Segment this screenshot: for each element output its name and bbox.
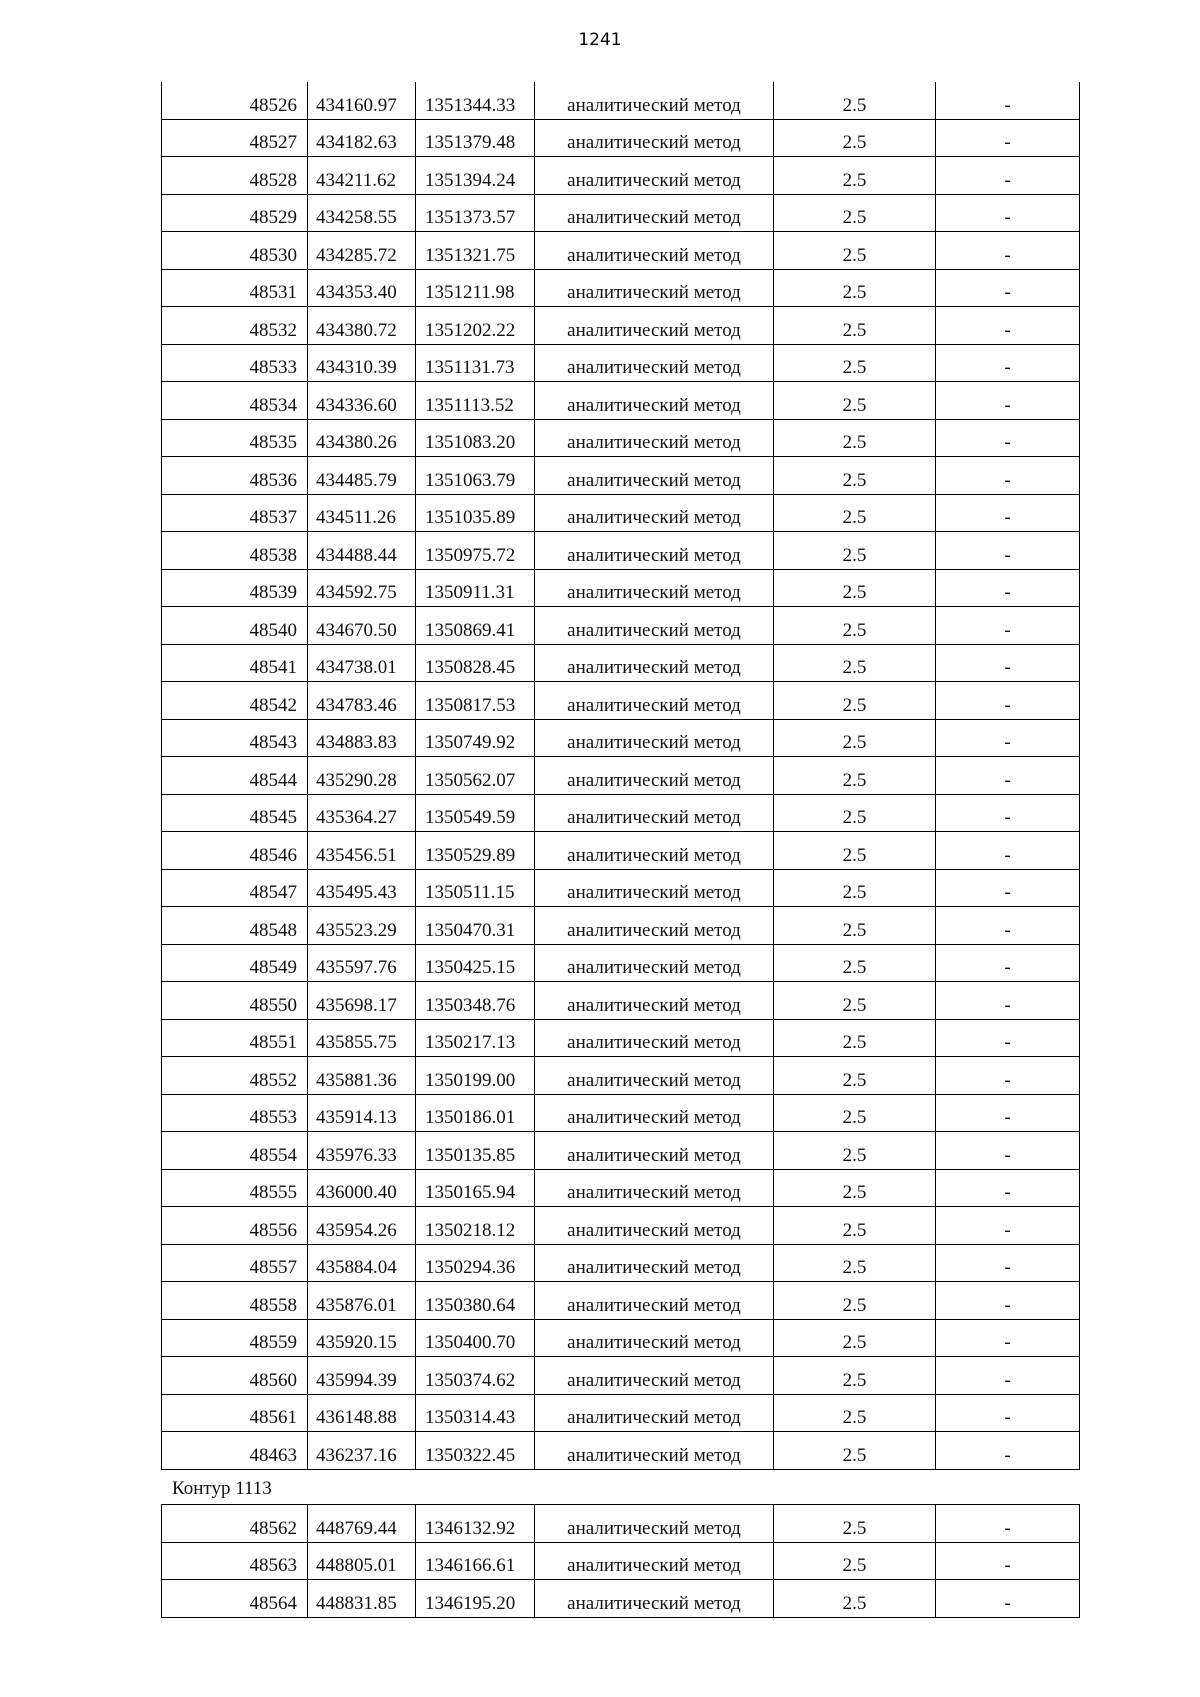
x-coordinate-cell: 435456.51 <box>308 832 416 870</box>
note-cell: - <box>936 607 1080 645</box>
note-cell: - <box>936 1019 1080 1057</box>
x-coordinate-cell: 435881.36 <box>308 1057 416 1095</box>
accuracy-cell: 2.5 <box>774 1282 936 1320</box>
table-row <box>162 1357 1080 1395</box>
y-coordinate-cell: 1350470.31 <box>416 907 535 945</box>
point-number-cell: 48527 <box>162 119 308 157</box>
table-row <box>162 1319 1080 1357</box>
x-coordinate-cell: 435914.13 <box>308 1094 416 1132</box>
table-row <box>162 1169 1080 1207</box>
table-row <box>162 644 1080 682</box>
note-cell: - <box>936 569 1080 607</box>
y-coordinate-cell: 1351394.24 <box>416 157 535 195</box>
y-coordinate-cell: 1346195.20 <box>416 1580 535 1618</box>
method-cell: аналитический метод <box>535 1169 774 1207</box>
point-number-cell: 48529 <box>162 194 308 232</box>
method-cell: аналитический метод <box>535 419 774 457</box>
y-coordinate-cell: 1350348.76 <box>416 982 535 1020</box>
x-coordinate-cell: 434211.62 <box>308 157 416 195</box>
method-cell: аналитический метод <box>535 1357 774 1395</box>
note-cell: - <box>936 1580 1080 1618</box>
y-coordinate-cell: 1350374.62 <box>416 1357 535 1395</box>
accuracy-cell: 2.5 <box>774 269 936 307</box>
method-cell: аналитический метод <box>535 869 774 907</box>
x-coordinate-cell: 435290.28 <box>308 757 416 795</box>
point-number-cell: 48528 <box>162 157 308 195</box>
y-coordinate-cell: 1350911.31 <box>416 569 535 607</box>
note-cell: - <box>936 982 1080 1020</box>
point-number-cell: 48547 <box>162 869 308 907</box>
point-number-cell: 48541 <box>162 644 308 682</box>
method-cell: аналитический метод <box>535 269 774 307</box>
x-coordinate-cell: 435698.17 <box>308 982 416 1020</box>
table-row <box>162 1432 1080 1470</box>
x-coordinate-cell: 434285.72 <box>308 232 416 270</box>
point-number-cell: 48561 <box>162 1394 308 1432</box>
note-cell: - <box>936 494 1080 532</box>
point-number-cell: 48540 <box>162 607 308 645</box>
y-coordinate-cell: 1350828.45 <box>416 644 535 682</box>
table-row <box>162 794 1080 832</box>
point-number-cell: 48544 <box>162 757 308 795</box>
x-coordinate-cell: 434592.75 <box>308 569 416 607</box>
accuracy-cell: 2.5 <box>774 232 936 270</box>
y-coordinate-cell: 1351344.33 <box>416 82 535 119</box>
note-cell: - <box>936 1282 1080 1320</box>
coordinates-table <box>161 82 1080 1470</box>
accuracy-cell: 2.5 <box>774 794 936 832</box>
accuracy-cell: 2.5 <box>774 719 936 757</box>
accuracy-cell: 2.5 <box>774 757 936 795</box>
accuracy-cell: 2.5 <box>774 344 936 382</box>
method-cell: аналитический метод <box>535 119 774 157</box>
table-row <box>162 82 1080 119</box>
point-number-cell: 48535 <box>162 419 308 457</box>
y-coordinate-cell: 1350749.92 <box>416 719 535 757</box>
method-cell: аналитический метод <box>535 1019 774 1057</box>
x-coordinate-cell: 434883.83 <box>308 719 416 757</box>
y-coordinate-cell: 1350217.13 <box>416 1019 535 1057</box>
method-cell: аналитический метод <box>535 457 774 495</box>
note-cell: - <box>936 382 1080 420</box>
page-number: 1241 <box>578 30 622 50</box>
y-coordinate-cell: 1351321.75 <box>416 232 535 270</box>
method-cell: аналитический метод <box>535 832 774 870</box>
point-number-cell: 48537 <box>162 494 308 532</box>
table-row <box>162 982 1080 1020</box>
x-coordinate-cell: 435976.33 <box>308 1132 416 1170</box>
point-number-cell: 48534 <box>162 382 308 420</box>
contour-label: Контур 1113 <box>172 1478 272 1499</box>
note-cell: - <box>936 1505 1080 1543</box>
accuracy-cell: 2.5 <box>774 1357 936 1395</box>
accuracy-cell: 2.5 <box>774 1207 936 1245</box>
table-row <box>162 1132 1080 1170</box>
table-row <box>162 269 1080 307</box>
accuracy-cell: 2.5 <box>774 869 936 907</box>
accuracy-cell: 2.5 <box>774 644 936 682</box>
y-coordinate-cell: 1350199.00 <box>416 1057 535 1095</box>
method-cell: аналитический метод <box>535 1282 774 1320</box>
x-coordinate-cell: 434485.79 <box>308 457 416 495</box>
table-row <box>162 119 1080 157</box>
y-coordinate-cell: 1350322.45 <box>416 1432 535 1470</box>
y-coordinate-cell: 1350562.07 <box>416 757 535 795</box>
x-coordinate-cell: 434353.40 <box>308 269 416 307</box>
method-cell: аналитический метод <box>535 82 774 119</box>
x-coordinate-cell: 435954.26 <box>308 1207 416 1245</box>
accuracy-cell: 2.5 <box>774 194 936 232</box>
x-coordinate-cell: 434738.01 <box>308 644 416 682</box>
accuracy-cell: 2.5 <box>774 682 936 720</box>
method-cell: аналитический метод <box>535 1094 774 1132</box>
table-row <box>162 1094 1080 1132</box>
point-number-cell: 48545 <box>162 794 308 832</box>
table-row <box>162 757 1080 795</box>
point-number-cell: 48557 <box>162 1244 308 1282</box>
x-coordinate-cell: 434380.72 <box>308 307 416 345</box>
accuracy-cell: 2.5 <box>774 1244 936 1282</box>
y-coordinate-cell: 1350975.72 <box>416 532 535 570</box>
x-coordinate-cell: 434182.63 <box>308 119 416 157</box>
accuracy-cell: 2.5 <box>774 1132 936 1170</box>
accuracy-cell: 2.5 <box>774 1542 936 1580</box>
table-row <box>162 1244 1080 1282</box>
x-coordinate-cell: 435597.76 <box>308 944 416 982</box>
accuracy-cell: 2.5 <box>774 532 936 570</box>
point-number-cell: 48546 <box>162 832 308 870</box>
x-coordinate-cell: 434160.97 <box>308 82 416 119</box>
table-row <box>162 307 1080 345</box>
x-coordinate-cell: 434783.46 <box>308 682 416 720</box>
method-cell: аналитический метод <box>535 1580 774 1618</box>
point-number-cell: 48532 <box>162 307 308 345</box>
x-coordinate-cell: 436000.40 <box>308 1169 416 1207</box>
y-coordinate-cell: 1350425.15 <box>416 944 535 982</box>
x-coordinate-cell: 435920.15 <box>308 1319 416 1357</box>
note-cell: - <box>936 1169 1080 1207</box>
method-cell: аналитический метод <box>535 1057 774 1095</box>
method-cell: аналитический метод <box>535 494 774 532</box>
note-cell: - <box>936 1319 1080 1357</box>
note-cell: - <box>936 944 1080 982</box>
method-cell: аналитический метод <box>535 1207 774 1245</box>
point-number-cell: 48538 <box>162 532 308 570</box>
method-cell: аналитический метод <box>535 344 774 382</box>
method-cell: аналитический метод <box>535 1505 774 1543</box>
table-row <box>162 682 1080 720</box>
table-row <box>162 944 1080 982</box>
table-row <box>162 719 1080 757</box>
table-row <box>162 532 1080 570</box>
note-cell: - <box>936 644 1080 682</box>
note-cell: - <box>936 757 1080 795</box>
point-number-cell: 48554 <box>162 1132 308 1170</box>
method-cell: аналитический метод <box>535 1244 774 1282</box>
point-number-cell: 48550 <box>162 982 308 1020</box>
table-row <box>162 569 1080 607</box>
y-coordinate-cell: 1351379.48 <box>416 119 535 157</box>
y-coordinate-cell: 1350529.89 <box>416 832 535 870</box>
note-cell: - <box>936 194 1080 232</box>
table-row <box>162 194 1080 232</box>
table-row <box>162 494 1080 532</box>
y-coordinate-cell: 1350511.15 <box>416 869 535 907</box>
method-cell: аналитический метод <box>535 569 774 607</box>
y-coordinate-cell: 1350549.59 <box>416 794 535 832</box>
note-cell: - <box>936 232 1080 270</box>
x-coordinate-cell: 436237.16 <box>308 1432 416 1470</box>
point-number-cell: 48542 <box>162 682 308 720</box>
table-row <box>162 1057 1080 1095</box>
y-coordinate-cell: 1350186.01 <box>416 1094 535 1132</box>
note-cell: - <box>936 307 1080 345</box>
note-cell: - <box>936 419 1080 457</box>
accuracy-cell: 2.5 <box>774 1057 936 1095</box>
y-coordinate-cell: 1350380.64 <box>416 1282 535 1320</box>
table-row <box>162 1394 1080 1432</box>
accuracy-cell: 2.5 <box>774 944 936 982</box>
y-coordinate-cell: 1351083.20 <box>416 419 535 457</box>
x-coordinate-cell: 448769.44 <box>308 1505 416 1543</box>
method-cell: аналитический метод <box>535 232 774 270</box>
x-coordinate-cell: 448805.01 <box>308 1542 416 1580</box>
x-coordinate-cell: 448831.85 <box>308 1580 416 1618</box>
x-coordinate-cell: 435884.04 <box>308 1244 416 1282</box>
point-number-cell: 48556 <box>162 1207 308 1245</box>
note-cell: - <box>936 682 1080 720</box>
accuracy-cell: 2.5 <box>774 1319 936 1357</box>
method-cell: аналитический метод <box>535 1432 774 1470</box>
y-coordinate-cell: 1350294.36 <box>416 1244 535 1282</box>
note-cell: - <box>936 1244 1080 1282</box>
contour-coordinates-table <box>161 1504 1080 1618</box>
y-coordinate-cell: 1350400.70 <box>416 1319 535 1357</box>
method-cell: аналитический метод <box>535 194 774 232</box>
note-cell: - <box>936 1432 1080 1470</box>
table-row <box>162 1542 1080 1580</box>
note-cell: - <box>936 869 1080 907</box>
x-coordinate-cell: 434258.55 <box>308 194 416 232</box>
table-row <box>162 1019 1080 1057</box>
method-cell: аналитический метод <box>535 757 774 795</box>
point-number-cell: 48539 <box>162 569 308 607</box>
point-number-cell: 48558 <box>162 1282 308 1320</box>
method-cell: аналитический метод <box>535 907 774 945</box>
point-number-cell: 48526 <box>162 82 308 119</box>
x-coordinate-cell: 434488.44 <box>308 532 416 570</box>
method-cell: аналитический метод <box>535 682 774 720</box>
note-cell: - <box>936 1207 1080 1245</box>
y-coordinate-cell: 1351202.22 <box>416 307 535 345</box>
accuracy-cell: 2.5 <box>774 419 936 457</box>
point-number-cell: 48562 <box>162 1505 308 1543</box>
x-coordinate-cell: 434310.39 <box>308 344 416 382</box>
accuracy-cell: 2.5 <box>774 307 936 345</box>
note-cell: - <box>936 344 1080 382</box>
table-row <box>162 607 1080 645</box>
x-coordinate-cell: 434670.50 <box>308 607 416 645</box>
accuracy-cell: 2.5 <box>774 1580 936 1618</box>
note-cell: - <box>936 119 1080 157</box>
note-cell: - <box>936 532 1080 570</box>
table-row <box>162 232 1080 270</box>
x-coordinate-cell: 435994.39 <box>308 1357 416 1395</box>
x-coordinate-cell: 434380.26 <box>308 419 416 457</box>
accuracy-cell: 2.5 <box>774 1019 936 1057</box>
method-cell: аналитический метод <box>535 719 774 757</box>
method-cell: аналитический метод <box>535 307 774 345</box>
note-cell: - <box>936 1542 1080 1580</box>
x-coordinate-cell: 434336.60 <box>308 382 416 420</box>
x-coordinate-cell: 435495.43 <box>308 869 416 907</box>
method-cell: аналитический метод <box>535 1319 774 1357</box>
point-number-cell: 48564 <box>162 1580 308 1618</box>
accuracy-cell: 2.5 <box>774 607 936 645</box>
accuracy-cell: 2.5 <box>774 1432 936 1470</box>
point-number-cell: 48463 <box>162 1432 308 1470</box>
note-cell: - <box>936 1057 1080 1095</box>
accuracy-cell: 2.5 <box>774 157 936 195</box>
y-coordinate-cell: 1351113.52 <box>416 382 535 420</box>
accuracy-cell: 2.5 <box>774 1094 936 1132</box>
y-coordinate-cell: 1350817.53 <box>416 682 535 720</box>
x-coordinate-cell: 436148.88 <box>308 1394 416 1432</box>
table-row <box>162 1207 1080 1245</box>
note-cell: - <box>936 832 1080 870</box>
y-coordinate-cell: 1350135.85 <box>416 1132 535 1170</box>
x-coordinate-cell: 435523.29 <box>308 907 416 945</box>
point-number-cell: 48559 <box>162 1319 308 1357</box>
point-number-cell: 48563 <box>162 1542 308 1580</box>
table-row <box>162 157 1080 195</box>
table-row <box>162 457 1080 495</box>
method-cell: аналитический метод <box>535 1132 774 1170</box>
method-cell: аналитический метод <box>535 794 774 832</box>
accuracy-cell: 2.5 <box>774 907 936 945</box>
y-coordinate-cell: 1350869.41 <box>416 607 535 645</box>
note-cell: - <box>936 907 1080 945</box>
y-coordinate-cell: 1351211.98 <box>416 269 535 307</box>
table-row <box>162 1505 1080 1543</box>
note-cell: - <box>936 1394 1080 1432</box>
accuracy-cell: 2.5 <box>774 832 936 870</box>
point-number-cell: 48536 <box>162 457 308 495</box>
y-coordinate-cell: 1351131.73 <box>416 344 535 382</box>
point-number-cell: 48543 <box>162 719 308 757</box>
method-cell: аналитический метод <box>535 607 774 645</box>
y-coordinate-cell: 1346166.61 <box>416 1542 535 1580</box>
accuracy-cell: 2.5 <box>774 494 936 532</box>
y-coordinate-cell: 1351063.79 <box>416 457 535 495</box>
method-cell: аналитический метод <box>535 532 774 570</box>
table-row <box>162 344 1080 382</box>
y-coordinate-cell: 1350218.12 <box>416 1207 535 1245</box>
y-coordinate-cell: 1351373.57 <box>416 194 535 232</box>
note-cell: - <box>936 719 1080 757</box>
note-cell: - <box>936 1357 1080 1395</box>
accuracy-cell: 2.5 <box>774 982 936 1020</box>
accuracy-cell: 2.5 <box>774 82 936 119</box>
accuracy-cell: 2.5 <box>774 457 936 495</box>
note-cell: - <box>936 82 1080 119</box>
method-cell: аналитический метод <box>535 382 774 420</box>
method-cell: аналитический метод <box>535 1394 774 1432</box>
point-number-cell: 48555 <box>162 1169 308 1207</box>
point-number-cell: 48551 <box>162 1019 308 1057</box>
point-number-cell: 48530 <box>162 232 308 270</box>
method-cell: аналитический метод <box>535 157 774 195</box>
point-number-cell: 48549 <box>162 944 308 982</box>
point-number-cell: 48548 <box>162 907 308 945</box>
table-row <box>162 382 1080 420</box>
note-cell: - <box>936 1094 1080 1132</box>
method-cell: аналитический метод <box>535 1542 774 1580</box>
y-coordinate-cell: 1350314.43 <box>416 1394 535 1432</box>
y-coordinate-cell: 1350165.94 <box>416 1169 535 1207</box>
note-cell: - <box>936 457 1080 495</box>
x-coordinate-cell: 435855.75 <box>308 1019 416 1057</box>
point-number-cell: 48560 <box>162 1357 308 1395</box>
point-number-cell: 48552 <box>162 1057 308 1095</box>
x-coordinate-cell: 434511.26 <box>308 494 416 532</box>
note-cell: - <box>936 794 1080 832</box>
point-number-cell: 48531 <box>162 269 308 307</box>
method-cell: аналитический метод <box>535 644 774 682</box>
accuracy-cell: 2.5 <box>774 569 936 607</box>
method-cell: аналитический метод <box>535 944 774 982</box>
method-cell: аналитический метод <box>535 982 774 1020</box>
x-coordinate-cell: 435364.27 <box>308 794 416 832</box>
table-row <box>162 1282 1080 1320</box>
x-coordinate-cell: 435876.01 <box>308 1282 416 1320</box>
accuracy-cell: 2.5 <box>774 119 936 157</box>
note-cell: - <box>936 157 1080 195</box>
point-number-cell: 48533 <box>162 344 308 382</box>
table-row <box>162 907 1080 945</box>
table-row <box>162 1580 1080 1618</box>
y-coordinate-cell: 1351035.89 <box>416 494 535 532</box>
contour-coordinates-table-body <box>162 1505 1080 1618</box>
note-cell: - <box>936 1132 1080 1170</box>
accuracy-cell: 2.5 <box>774 382 936 420</box>
accuracy-cell: 2.5 <box>774 1394 936 1432</box>
coordinates-table-body <box>162 82 1080 1469</box>
y-coordinate-cell: 1346132.92 <box>416 1505 535 1543</box>
table-row <box>162 419 1080 457</box>
table-row <box>162 832 1080 870</box>
accuracy-cell: 2.5 <box>774 1505 936 1543</box>
table-row <box>162 869 1080 907</box>
accuracy-cell: 2.5 <box>774 1169 936 1207</box>
note-cell: - <box>936 269 1080 307</box>
point-number-cell: 48553 <box>162 1094 308 1132</box>
